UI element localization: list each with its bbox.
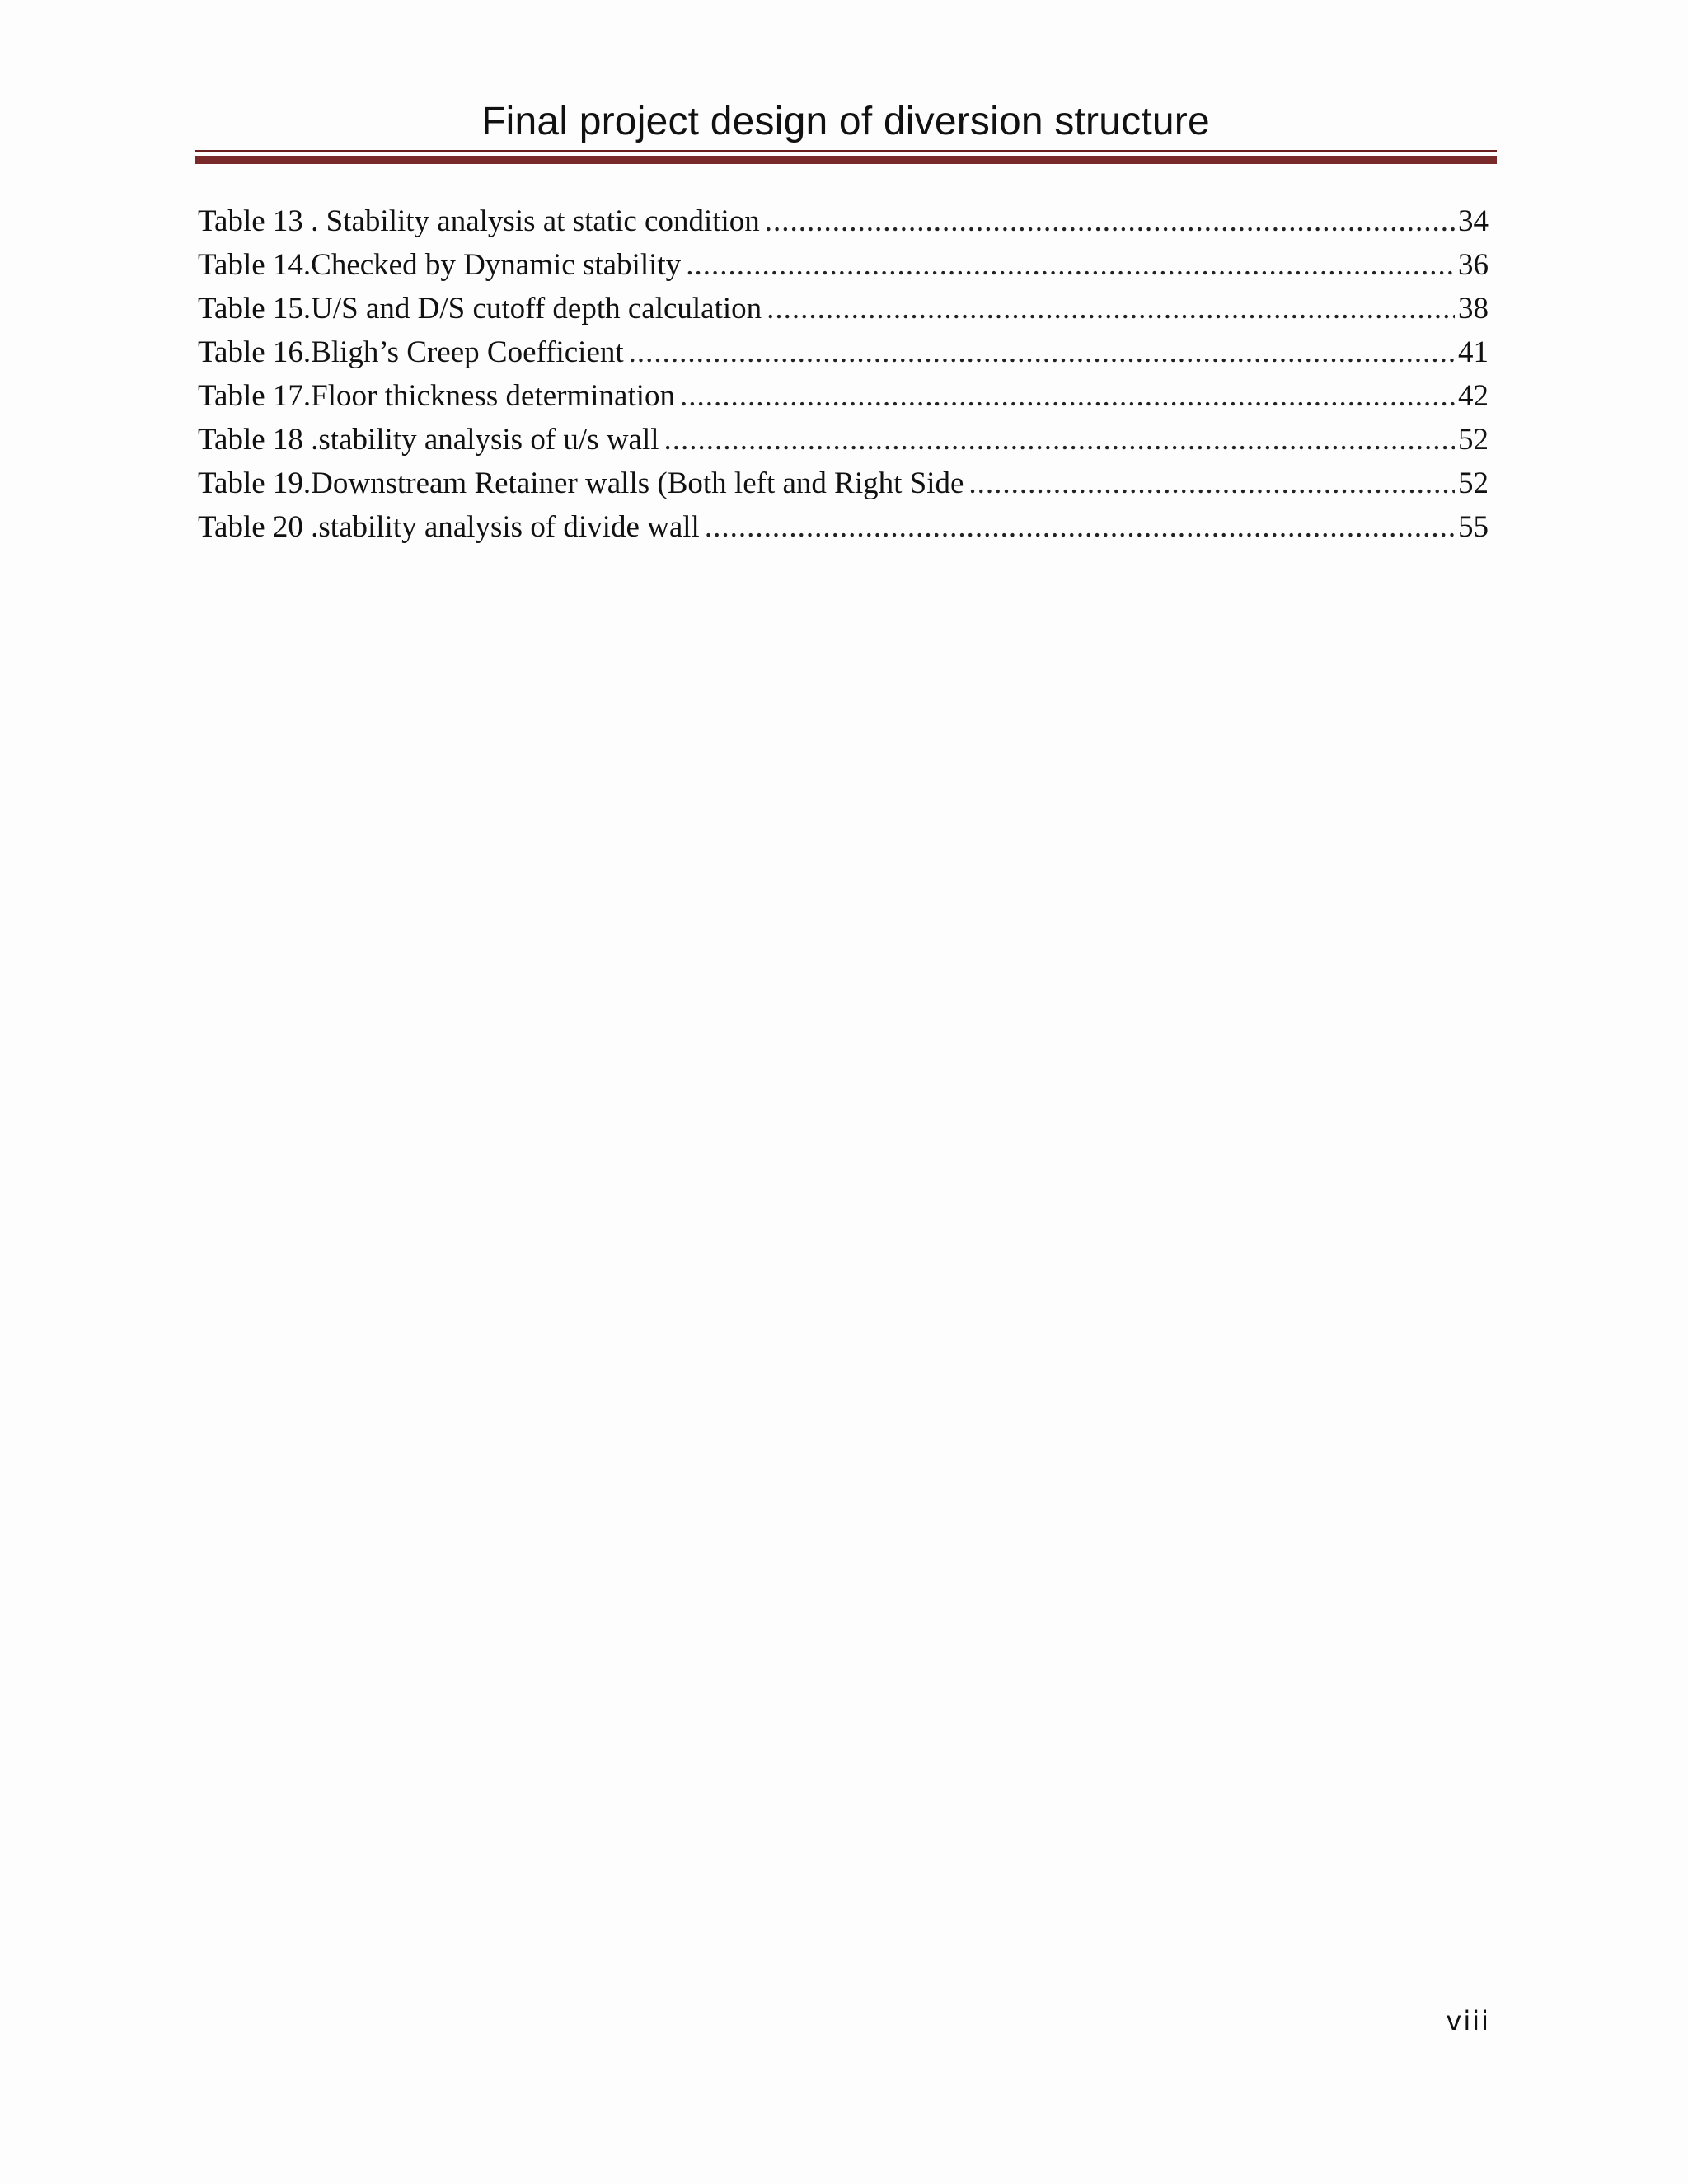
toc-entry-label: Table 18 .stability analysis of u/s wall [198,423,659,457]
toc-entry-page: 41 [1458,335,1489,369]
list-of-tables [198,199,1489,549]
toc-entry [198,418,1489,462]
toc-dot-leader [767,287,1455,330]
toc-entry [198,330,1489,374]
toc-entry-label: Table 16.Bligh’s Creep Coefficient [198,335,624,369]
toc-entry-label: Table 14.Checked by Dynamic stability [198,248,682,282]
toc-entry-label: Table 17.Floor thickness determination [198,379,676,413]
header-rule-thin [195,150,1497,152]
toc-entry-page: 52 [1458,423,1489,457]
toc-entry [198,199,1489,243]
toc-dot-leader [664,418,1455,462]
toc-entry-label: Table 15.U/S and D/S cutoff depth calculation [198,292,762,326]
toc-dot-leader [629,330,1455,374]
toc-entry-page: 36 [1458,248,1489,282]
toc-entry [198,374,1489,418]
toc-dot-leader [765,199,1455,243]
page-number: viii [1446,2005,1490,2036]
toc-entry [198,243,1489,287]
toc-entry [198,505,1489,549]
toc-dot-leader [705,505,1455,549]
toc-entry-label: Table 13 . Stability analysis at static condition [198,204,760,238]
toc-entry-label: Table 19.Downstream Retainer walls (Both left and Right Side [198,466,964,500]
header-rule-thick [195,156,1497,164]
toc-dot-leader [686,243,1455,287]
toc-entry-page: 34 [1458,204,1489,238]
toc-dot-leader [680,374,1455,418]
page-header-title: Final project design of diversion structure [481,100,1210,143]
toc-entry-page: 55 [1458,510,1489,544]
toc-entry-page: 52 [1458,466,1489,500]
toc-entry-page: 42 [1458,379,1489,413]
toc-entry [198,287,1489,330]
toc-entry [198,462,1489,505]
toc-dot-leader [968,462,1455,505]
toc-entry-label: Table 20 .stability analysis of divide wall [198,510,700,544]
toc-entry-page: 38 [1458,292,1489,326]
